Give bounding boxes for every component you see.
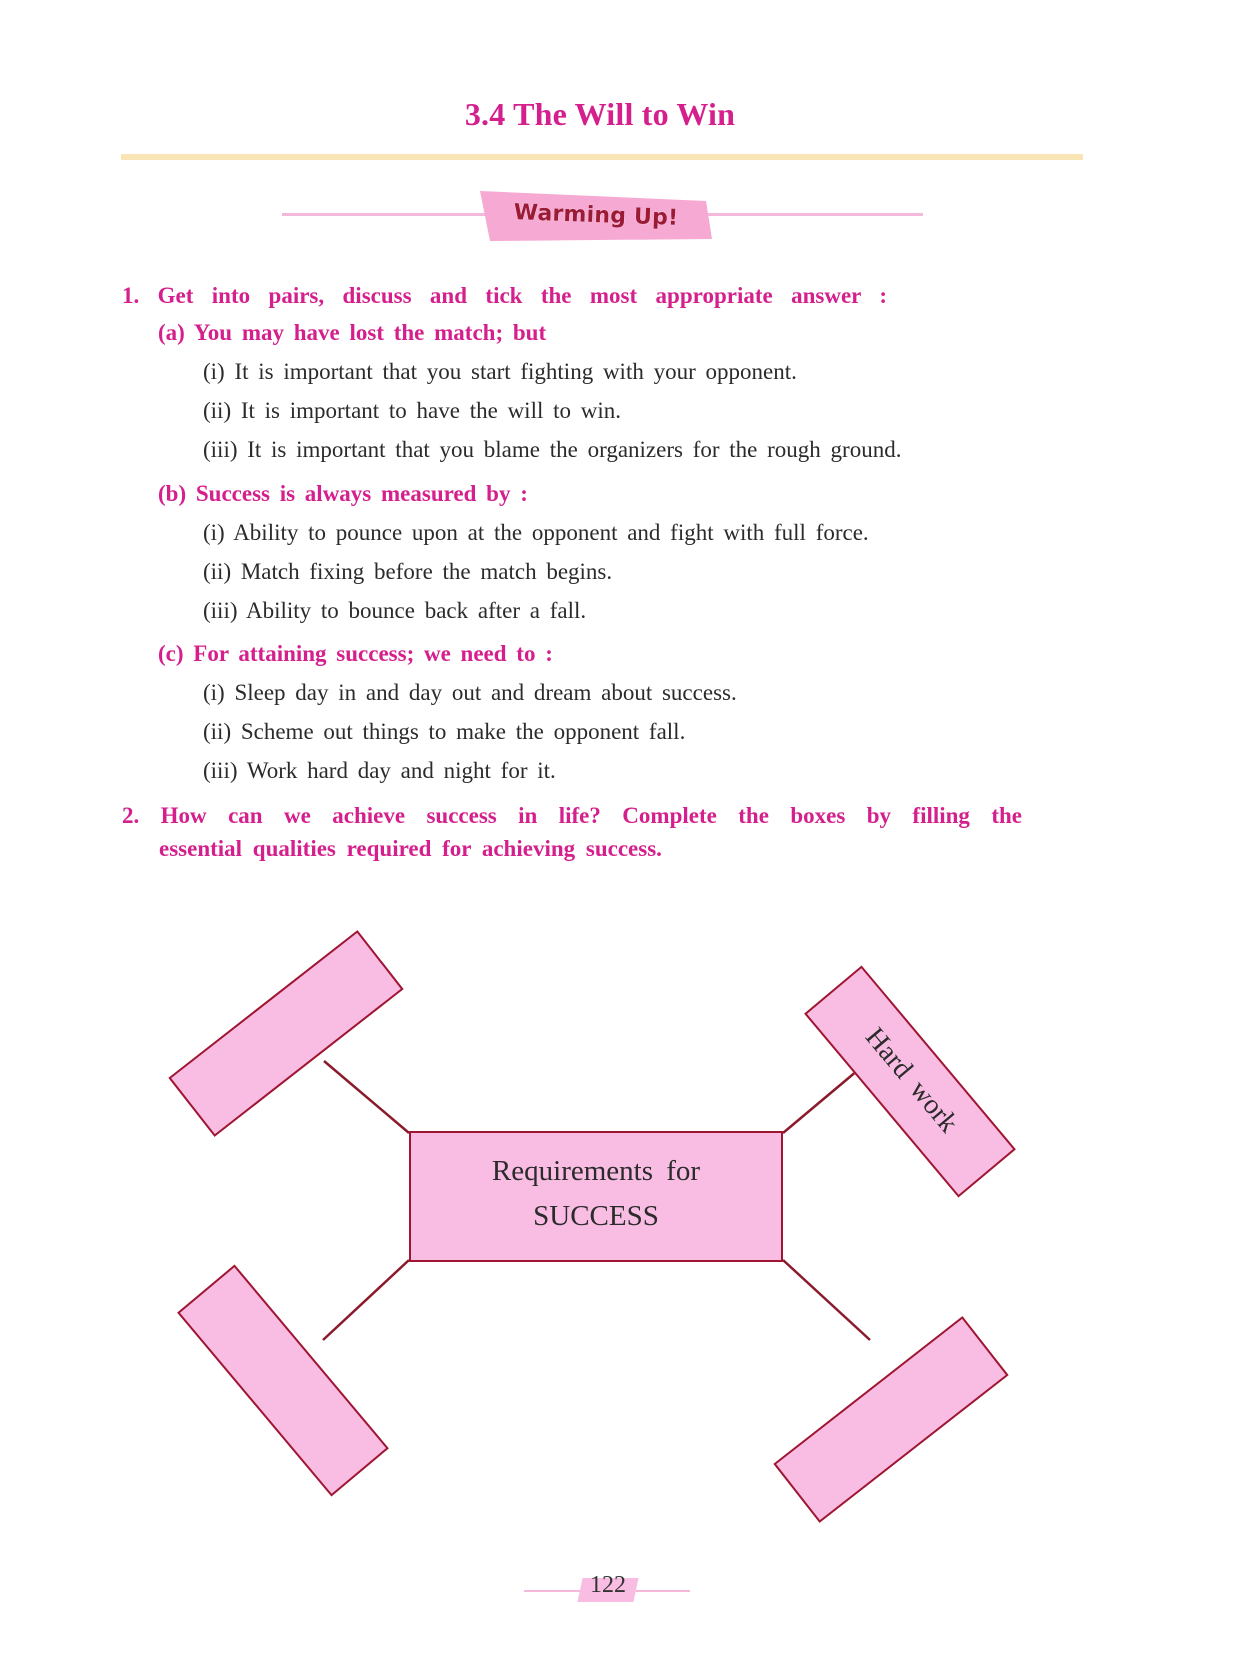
page-number-rule-left: [524, 1590, 580, 1592]
question-1-prompt: 1. Get into pairs, discuss and tick the most appropriate answer :: [122, 283, 887, 308]
connector-top-left: [324, 1061, 409, 1133]
question-1a-label: (a) You may have lost the match; but: [158, 320, 547, 345]
page-number-rule-right: [636, 1590, 690, 1592]
question-1a-option-iii[interactable]: (iii) It is important that you blame the organizers for the rough ground.: [203, 437, 902, 462]
center-box-line-2: SUCCESS: [533, 1200, 659, 1232]
question-1c-option-iii[interactable]: (iii) Work hard day and night for it.: [203, 758, 556, 783]
question-1a-option-ii[interactable]: (ii) It is important to have the will to win.: [203, 398, 621, 423]
quality-box-top-right-text: Hard work: [858, 1021, 965, 1139]
question-1c-option-i[interactable]: (i) Sleep day in and day out and dream about success.: [203, 680, 737, 705]
question-1b-label: (b) Success is always measured by :: [158, 481, 528, 506]
warming-up-label: Warming Up!: [513, 200, 679, 231]
question-2-line-1: 2. How can we achieve success in life? Complete the boxes by filling the: [122, 803, 1022, 828]
question-1c-label: (c) For attaining success; we need to :: [158, 641, 553, 666]
question-1b-option-iii[interactable]: (iii) Ability to bounce back after a fall.: [203, 598, 587, 623]
question-1a-option-i[interactable]: (i) It is important that you start fighting with your opponent.: [203, 359, 797, 384]
connector-bottom-left: [323, 1260, 409, 1340]
page-title: 3.4 The Will to Win: [464, 96, 736, 132]
question-1c-option-ii[interactable]: (ii) Scheme out things to make the opponent fall.: [203, 719, 686, 744]
requirements-center-box: [409, 1131, 783, 1262]
center-box-line-1: Requirements for: [491, 1155, 701, 1187]
question-1b-option-ii[interactable]: (ii) Match fixing before the match begins.: [203, 559, 613, 584]
question-2-line-2: essential qualities required for achieving success.: [159, 836, 662, 861]
page-number: 122: [590, 1572, 626, 1598]
connector-bottom-right: [783, 1260, 870, 1340]
question-1b-option-i[interactable]: (i) Ability to pounce upon at the opponent and fight with full force.: [203, 520, 869, 545]
